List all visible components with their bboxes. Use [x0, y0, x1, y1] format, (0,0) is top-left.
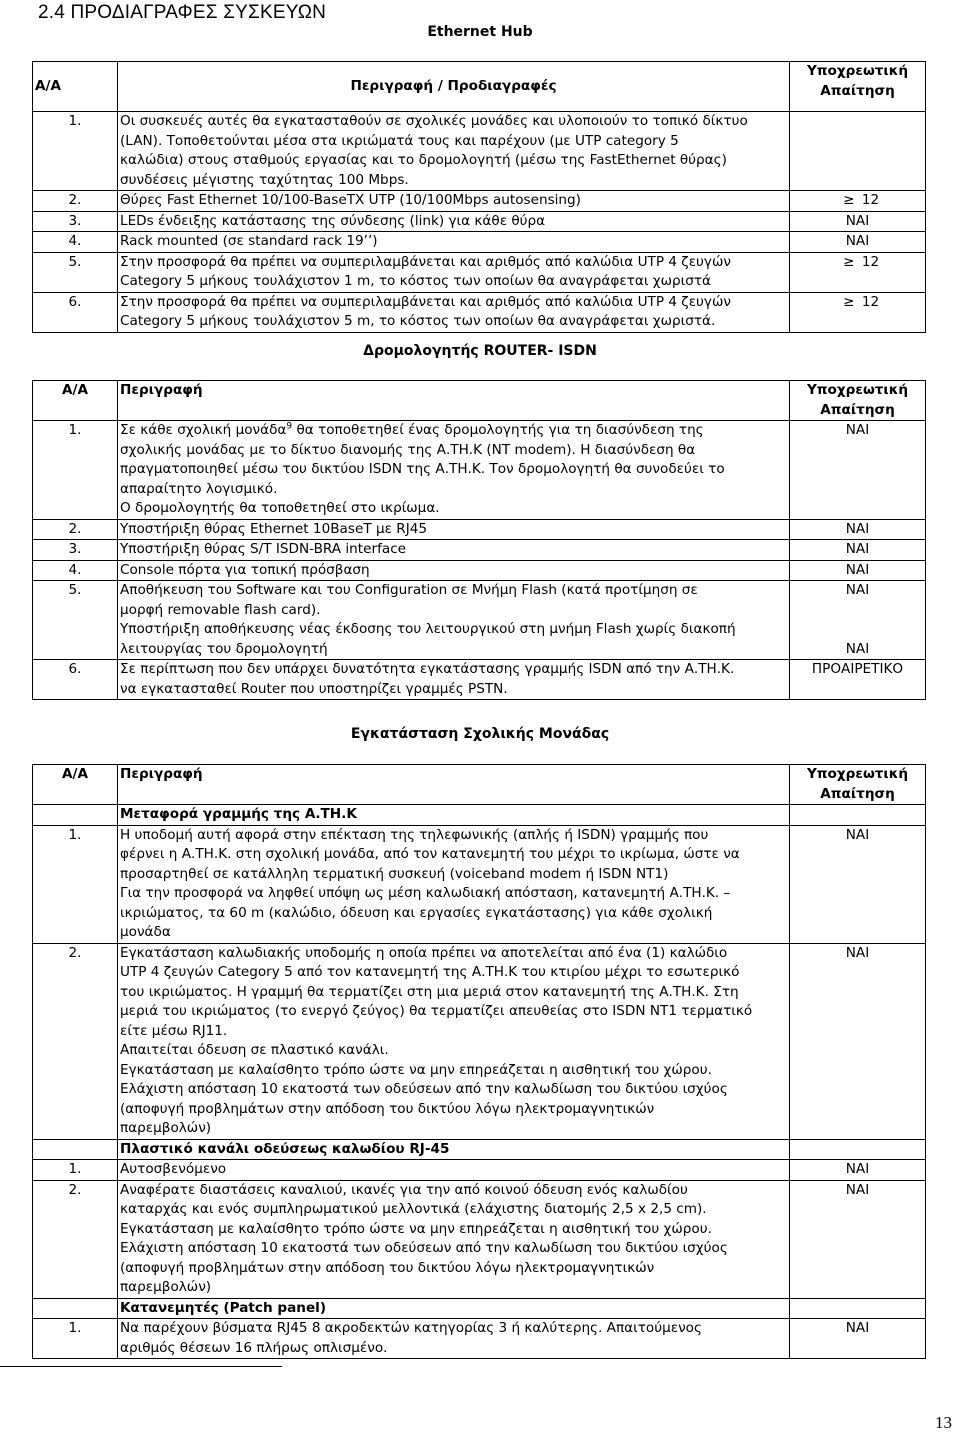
row-number: 6.: [33, 292, 118, 332]
install-spec-table: [32, 764, 926, 1359]
page-number: 13: [935, 1413, 952, 1432]
row-number: 3.: [33, 540, 118, 561]
description-line: αριθμός θέσεων 16 πλήρως οπλισμένο.: [120, 1339, 388, 1356]
requirement-value: [790, 292, 926, 332]
table-row: [33, 581, 926, 660]
description-line: Ελάχιστη απόσταση 10 εκατοστά των οδεύσεων από την καλωδίωση του δικτύου ισχύος: [120, 1081, 728, 1097]
description-line: UTP 4 ζευγών Category 5 από τον κατανεμητή της Α.ΤΗ.Κ του κτιρίου μέχρι το εσωτερικό: [120, 964, 740, 980]
subsection-title: Πλαστικό κανάλι οδεύσεως καλωδίου RJ-45: [118, 1139, 790, 1160]
requirement-value: ΠΡΟΑΙΡΕΤΙΚΟ: [790, 660, 926, 700]
subsection-row: [33, 805, 926, 826]
col-no-header: Α/Α: [33, 62, 118, 112]
row-number: 2.: [33, 1180, 118, 1298]
subsection-title: Κατανεμητές (Patch panel): [118, 1298, 790, 1319]
col-desc-header: Περιγραφή / Προδιαγραφές: [118, 62, 790, 112]
description-line: (αποφυγή προβλημάτων στην απόδοση του δικτύου λόγω ηλεκτρομαγνητικών: [120, 1100, 655, 1117]
description-line: να εγκατασταθεί Router που υποστηρίζει γραμμές PSTN.: [120, 680, 508, 697]
description-line: παρεμβολών): [120, 1120, 212, 1136]
col-no-header: Α/Α: [33, 381, 118, 421]
table-header-row: [33, 381, 926, 421]
requirement-text: ΝΑΙ: [845, 520, 870, 537]
description-line: καλώδια) στους σταθμούς εργασίας και το δρομολογητή (μέσω της FastEthernet θύρας): [120, 152, 727, 168]
table-header-row: [33, 62, 926, 112]
table-row: [33, 660, 926, 700]
col-desc-header: Περιγραφή: [118, 765, 790, 805]
row-description: [118, 232, 790, 253]
table-row: [33, 191, 926, 212]
description-line: παρεμβολών): [120, 1279, 212, 1295]
requirement-value: [790, 825, 926, 943]
row-description: [118, 825, 790, 943]
description-line: είτε μέσω RJ11.: [120, 1022, 228, 1039]
description-line: Category 5 μήκους τουλάχιστον 5 m, το κόστος των οποίων θα αναγράφεται χωριστά.: [120, 313, 716, 329]
description-line: Θύρες Fast Ethernet 10/100-BaseTX UTP (10/100Mbps autosensing): [120, 192, 581, 208]
col-req-header: [790, 62, 926, 112]
description-line: φέρνει η Α.ΤΗ.Κ. στη σχολική μονάδα, από τον κατανεμητή του μέχρι το ικρίωμα, ώστε να: [120, 846, 740, 862]
row-number: 5.: [33, 252, 118, 292]
description-line: λειτουργίας του δρομολογητή: [120, 640, 328, 657]
section-heading: 2.4 ΠΡΟΔΙΑΓΡΑΦΕΣ ΣΥΣΚΕΥΩΝ: [38, 2, 327, 23]
req-header-line: Απαίτηση: [820, 82, 895, 99]
row-number: 1.: [33, 1319, 118, 1359]
row-number: 2.: [33, 191, 118, 212]
description-line: Console πόρτα για τοπική πρόσβαση: [120, 561, 370, 578]
row-description: [118, 191, 790, 212]
row-description: [118, 540, 790, 561]
description-line: Εγκατάσταση με καλαίσθητο τρόπο ώστε να μην επηρεάζεται η αισθητική του χώρου.: [120, 1061, 712, 1078]
table-row: [33, 943, 926, 1139]
description-line: ικριώματος, τα 60 m (καλώδιο, όδευση και εργασίες εγκατάστασης) για κάθε σχολική: [120, 904, 713, 921]
req-header-line: Υποχρεωτική: [806, 382, 909, 398]
description-line: LEDs ένδειξης κατάστασης της σύνδεσης (link) για κάθε θύρα: [120, 212, 546, 229]
req-header-line: Απαίτηση: [820, 401, 895, 418]
install-title: Εγκατάσταση Σχολικής Μονάδας: [350, 726, 610, 742]
description-line: Η υποδομή αυτή αφορά στην επέκταση της τηλεφωνικής (απλής ή ISDN) γραμμής που: [120, 826, 709, 843]
row-number: 1.: [33, 1160, 118, 1181]
table-row: [33, 560, 926, 581]
req-header-line: Υποχρεωτική: [806, 766, 909, 782]
row-description: [118, 292, 790, 332]
requirement-value: [790, 943, 926, 1139]
requirement-value: [790, 560, 926, 581]
table-row: [33, 292, 926, 332]
subsection-title: Μεταφορά γραμμής της Α.ΤΗ.Κ: [118, 805, 790, 826]
requirement-text: ΝΑΙ: [845, 944, 870, 961]
footnote-ref: 9: [286, 421, 293, 432]
requirement-text: ΝΑΙ: [845, 541, 870, 557]
hub-title: Ethernet Hub: [427, 24, 533, 40]
table-row: [33, 1180, 926, 1298]
requirement-text: 12: [861, 293, 880, 310]
subsection-row: [33, 1139, 926, 1160]
row-description: [118, 421, 790, 520]
row-number: 1.: [33, 112, 118, 191]
row-description: [118, 1160, 790, 1181]
requirement-value: [790, 191, 926, 212]
row-number: 5.: [33, 581, 118, 660]
requirement-text: ΝΑΙ: [845, 826, 870, 843]
row-description: [118, 252, 790, 292]
col-no-header: Α/Α: [33, 765, 118, 805]
table-row: [33, 825, 926, 943]
table-header-row: [33, 765, 926, 805]
col-req-header: [790, 381, 926, 421]
requirement-line: ΝΑΙ: [845, 640, 870, 657]
row-number: 1.: [33, 825, 118, 943]
row-description: [118, 1180, 790, 1298]
router-spec-table: [32, 380, 926, 700]
description-line: Αυτοσβενόμενο: [120, 1161, 227, 1177]
requirement-value: [790, 232, 926, 253]
description-line: Αναφέρατε διαστάσεις καναλιού, ικανές για την από κοινού όδευση ενός καλωδίου: [120, 1181, 688, 1198]
table-row: [33, 540, 926, 561]
subsection-row: [33, 1298, 926, 1319]
description-line: προσαρτηθεί σε κατάλληλη τερματική συσκευή (voiceband modem ή ISDN NT1): [120, 865, 669, 882]
row-description: [118, 943, 790, 1139]
description-line: Rack mounted (σε standard rack 19’’): [120, 233, 378, 249]
description-line: Ο δρομολογητής θα τοποθετηθεί στο ικρίωμα.: [120, 500, 440, 516]
greater-equal-icon: ≥: [843, 192, 855, 208]
table-row: [33, 519, 926, 540]
description-line: Υποστήριξη θύρας Ethernet 10BaseT με RJ45: [120, 520, 428, 537]
row-number: 4.: [33, 232, 118, 253]
table-row: [33, 421, 926, 520]
requirement-value: [790, 540, 926, 561]
description-line: Υποστήριξη αποθήκευσης νέας έκδοσης του λειτουργικού στη μνήμη Flash χωρίς διακοπή: [120, 621, 736, 637]
row-description: [118, 112, 790, 191]
requirement-text: ΝΑΙ: [845, 1181, 870, 1198]
text-fragment: Σε κάθε σχολική μονάδα: [120, 422, 287, 438]
requirement-value: [790, 112, 926, 191]
requirement-value: [790, 1160, 926, 1181]
requirement-value: ΝΑΙ: [790, 421, 926, 520]
table-row: [33, 232, 926, 253]
table-row: [33, 252, 926, 292]
description-line: του ικριώματος. Η γραμμή θα τερματίζει στη μια μεριά στον κατανεμητή της Α.ΤΗ.Κ. Στη: [120, 983, 739, 1000]
description-line: σχολικής μονάδας με το δίκτυο διανομής της Α.ΤΗ.Κ (NT modem). Η διασύνδεση θα: [120, 441, 696, 458]
text-fragment: θα τοποθετηθεί ένας δρομολογητής για τη διασύνδεση της: [292, 422, 704, 438]
description-line: Αποθήκευση του Software και του Configuration σε Μνήμη Flash (κατά προτίμηση σε: [120, 582, 698, 598]
row-description: [118, 519, 790, 540]
router-title: Δρομολογητής ROUTER- ISDN: [363, 343, 597, 359]
requirement-text: ΝΑΙ: [845, 212, 870, 229]
col-desc-header: Περιγραφή: [118, 381, 790, 421]
description-line: Οι συσκευές αυτές θα εγκατασταθούν σε σχολικές μονάδες και υλοποιούν το τοπικό δίκτυο: [120, 113, 748, 129]
description-line: μεριά του ικριώματος (το ενεργό ζεύγος) θα τερματίζει απευθείας στο ISDN NT1 τερματικό: [120, 1003, 753, 1019]
description-line: Εγκατάσταση με καλαίσθητο τρόπο ώστε να μην επηρεάζεται η αισθητική του χώρου.: [120, 1220, 712, 1237]
description-line: Category 5 μήκους τουλάχιστον 1 m, το κόστος των οποίων θα αναγράφεται χωριστά: [120, 273, 711, 289]
row-number: 2.: [33, 943, 118, 1139]
requirement-value: [790, 519, 926, 540]
requirement-text: 12: [861, 192, 880, 208]
greater-equal-icon: ≥: [843, 293, 855, 310]
row-description: [118, 660, 790, 700]
description-line: Σε περίπτωση που δεν υπάρχει δυνατότητα εγκατάστασης γραμμής ISDN από την Α.ΤΗ.Κ.: [120, 661, 735, 677]
description-line: συνδέσεις μέγιστης ταχύτητας 100 Mbps.: [120, 171, 409, 188]
row-description: [118, 560, 790, 581]
row-number: 3.: [33, 211, 118, 232]
row-number: 4.: [33, 560, 118, 581]
row-number: 6.: [33, 660, 118, 700]
table-row: [33, 211, 926, 232]
table-row: [33, 1319, 926, 1359]
requirement-value: [790, 252, 926, 292]
hub-spec-table: [32, 61, 926, 333]
req-header-line: Απαίτηση: [820, 785, 895, 802]
description-line: Στην προσφορά θα πρέπει να συμπεριλαμβάνεται και αριθμός από καλώδια UTP 4 ζευγών: [120, 253, 731, 270]
description-line: πραγματοποιηθεί μέσω του δικτύου ISDN της Α.ΤΗ.Κ. Τον δρομολογητή θα συνοδεύει το: [120, 461, 725, 477]
requirement-value: [790, 211, 926, 232]
col-req-header: [790, 765, 926, 805]
row-number: 2.: [33, 519, 118, 540]
footnote-separator: [0, 1366, 282, 1367]
description-line: μονάδα: [120, 924, 171, 940]
description-line: απαραίτητο λογισμικό.: [120, 480, 278, 497]
row-number: 1.: [33, 421, 118, 520]
requirement-value: [790, 1319, 926, 1359]
row-description: [118, 1319, 790, 1359]
description-line: Για την προσφορά να ληφθεί υπόψη ως μέση καλωδιακή απόσταση, κατανεμητή Α.ΤΗ.Κ. –: [120, 885, 731, 901]
row-description: [118, 211, 790, 232]
requirement-value: [790, 1180, 926, 1298]
description-line: (LAN). Τοποθετούνται μέσα στα ικριώματά τους και παρέχουν (με UTP category 5: [120, 132, 679, 149]
description-line: Απαιτείται όδευση σε πλαστικό κανάλι.: [120, 1042, 389, 1058]
requirement-text: 12: [861, 253, 880, 270]
requirement-text: ΝΑΙ: [845, 1320, 870, 1336]
table-row: [33, 112, 926, 191]
row-description: [118, 581, 790, 660]
description-line: Να παρέχουν βύσματα RJ45 8 ακροδεκτών κατηγορίας 3 ή καλύτερης. Απαιτούμενος: [120, 1320, 702, 1336]
description-line: [120, 421, 787, 441]
requirement-value: [790, 581, 926, 660]
description-line: καταρχάς και ενός συμπληρωματικού μελλοντικά (ελάχιστης διατομής 2,5 x 2,5 cm).: [120, 1201, 707, 1217]
req-header-line: Υποχρεωτική: [806, 63, 909, 79]
requirement-text: ΝΑΙ: [845, 233, 870, 249]
requirement-line: ΝΑΙ: [845, 582, 870, 598]
requirement-text: ΝΑΙ: [845, 561, 870, 578]
requirement-text: ΝΑΙ: [845, 1161, 870, 1177]
description-line: Εγκατάσταση καλωδιακής υποδομής η οποία πρέπει να αποτελείται από ένα (1) καλώδιο: [120, 944, 728, 961]
description-line: μορφή removable flash card).: [120, 601, 321, 618]
greater-equal-icon: ≥: [843, 253, 855, 270]
table-row: [33, 1160, 926, 1181]
description-line: Στην προσφορά θα πρέπει να συμπεριλαμβάνεται και αριθμός από καλώδια UTP 4 ζευγών: [120, 293, 731, 310]
description-line: Υποστήριξη θύρας S/T ISDN-BRA interface: [120, 541, 407, 557]
description-line: (αποφυγή προβλημάτων στην απόδοση του δικτύου λόγω ηλεκτρομαγνητικών: [120, 1259, 655, 1276]
description-line: Ελάχιστη απόσταση 10 εκατοστά των οδεύσεων από την καλωδίωση του δικτύου ισχύος: [120, 1240, 728, 1256]
